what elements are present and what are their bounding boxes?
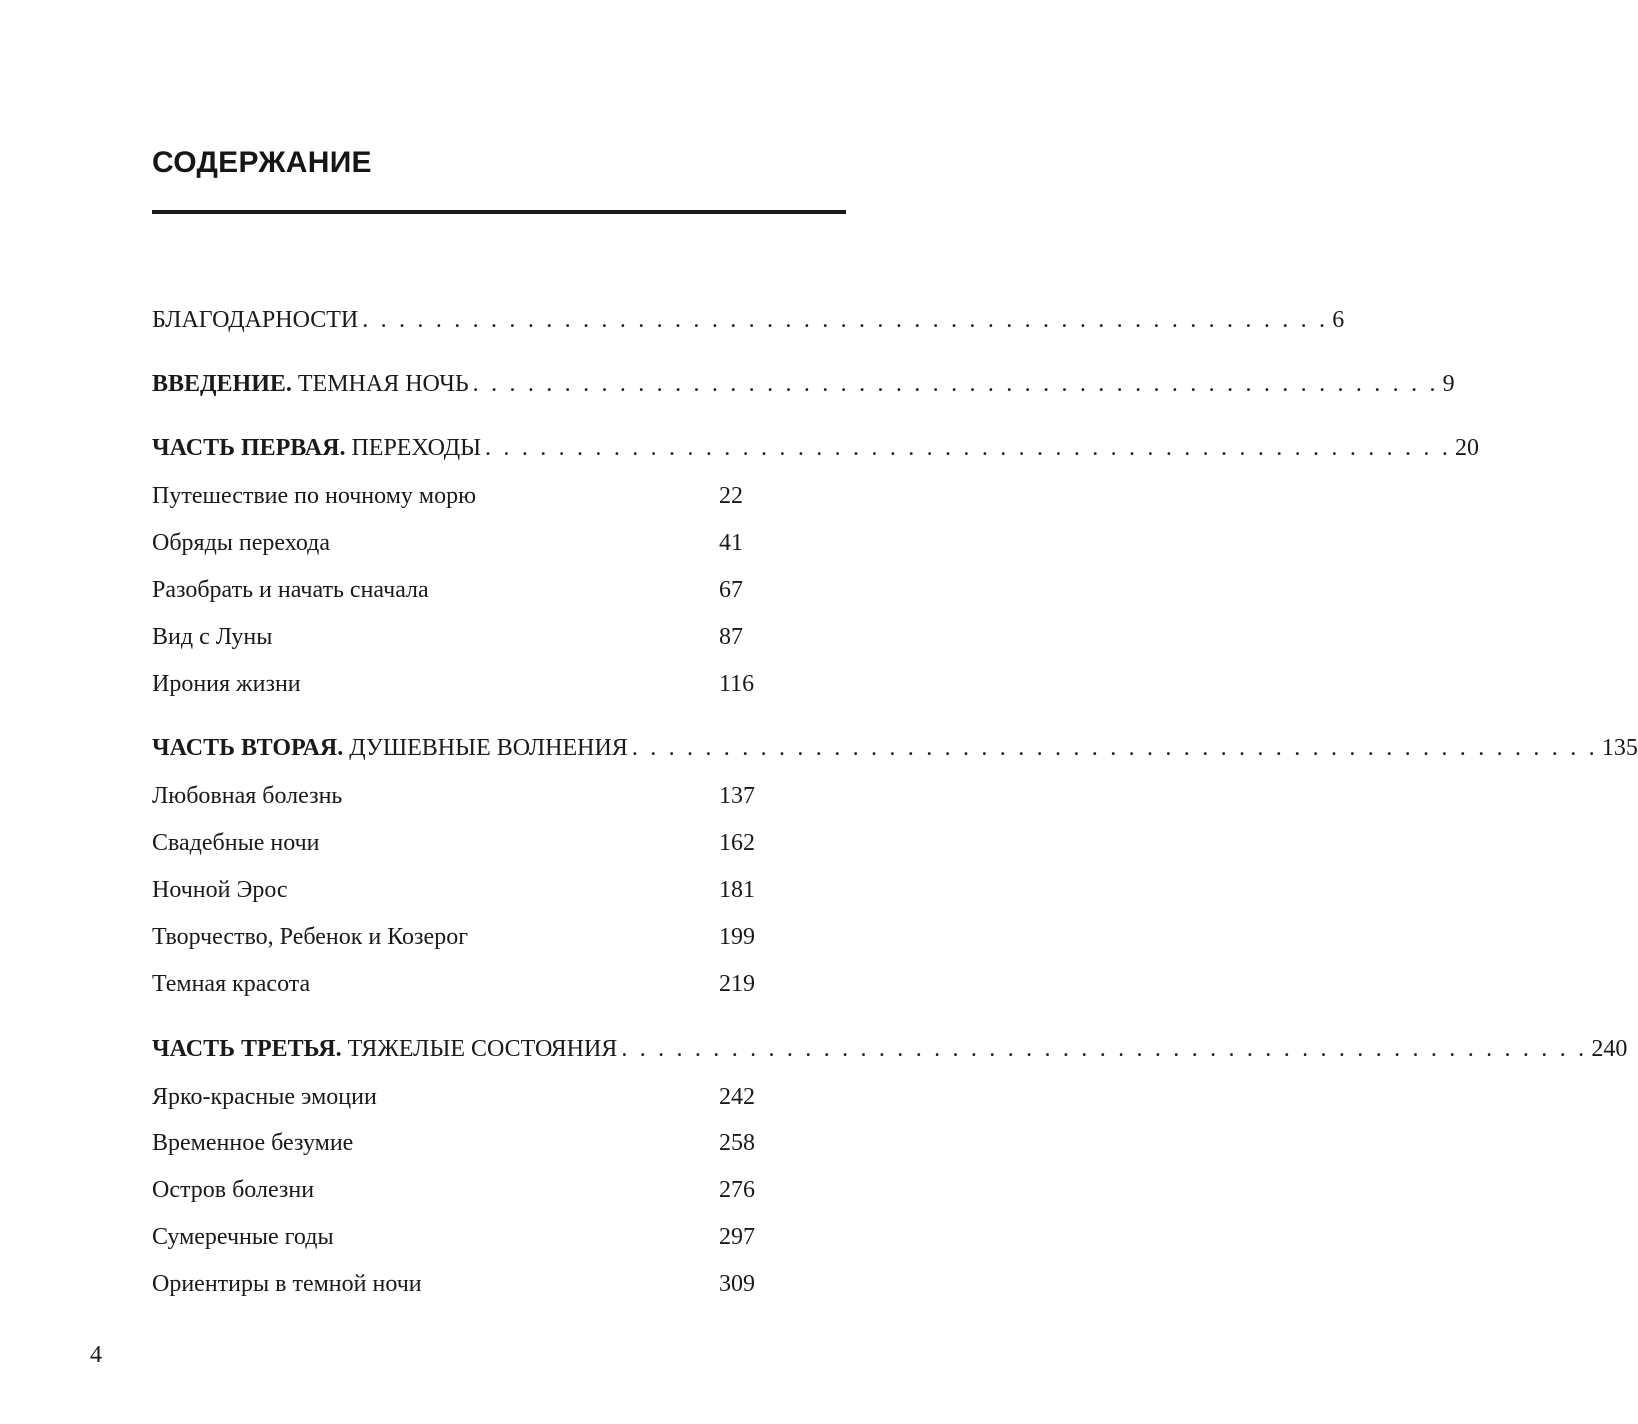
toc-chapter[interactable] (152, 479, 848, 513)
chapter-page: 309 (719, 1271, 755, 1297)
chapter-title: Ярко-красные эмоции (152, 1084, 377, 1110)
toc-chapter[interactable] (152, 1173, 848, 1207)
page-number: 4 (90, 1342, 102, 1368)
chapter-title: Путешествие по ночному морю (152, 483, 476, 509)
toc-entry-title: БЛАГОДАРНОСТИ (152, 307, 359, 333)
chapter-page: 67 (719, 577, 743, 603)
toc-chapter[interactable] (152, 620, 848, 654)
chapter-title: Творчество, Ребенок и Козерог (152, 924, 469, 950)
leader-dots: . . . . . . . . . . . . . . . . . . . . . . . . . . . . . . . . . . . . . . . . . . . . . . . . . . . . . (472, 371, 1439, 397)
toc-part-2[interactable] (152, 731, 1638, 765)
toc-entry-label: ЧАСТЬ ВТОРАЯ. (152, 735, 344, 761)
toc-entry-page: 20 (1455, 435, 1480, 461)
chapter-page: 199 (719, 924, 755, 950)
toc-chapter[interactable] (152, 873, 848, 907)
chapter-page: 242 (719, 1084, 755, 1110)
toc-entry-page: 9 (1442, 371, 1455, 397)
toc-entry-name: ТЯЖЕЛЫЕ СОСТОЯНИЯ (341, 1036, 618, 1062)
leader-dots: . . . . . . . . . . . . . . . . . . . . . . . . . . . . . . . . . . . . . . . . . . . . . . . . . . . . . (362, 307, 1329, 333)
chapter-title: Временное безумие (152, 1130, 354, 1156)
toc-entry-intro[interactable] (152, 367, 1455, 401)
toc-entry-page: 240 (1591, 1036, 1628, 1062)
chapter-title: Свадебные ночи (152, 830, 320, 856)
toc-chapter[interactable] (152, 526, 848, 560)
toc-entry-label: ВВЕДЕНИЕ. (152, 371, 292, 397)
chapter-title: Сумеречные годы (152, 1224, 334, 1250)
chapter-title: Ночной Эрос (152, 877, 288, 903)
chapter-page: 162 (719, 830, 755, 856)
chapter-page: 22 (719, 483, 743, 509)
chapter-page: 181 (719, 877, 755, 903)
toc-chapter[interactable] (152, 920, 848, 954)
toc-entry-title (152, 367, 469, 401)
toc-chapter[interactable] (152, 967, 848, 1001)
toc-entry-label: ЧАСТЬ ПЕРВАЯ. (152, 435, 346, 461)
chapter-page: 87 (719, 624, 743, 650)
leader-dots: . . . . . . . . . . . . . . . . . . . . . . . . . . . . . . . . . . . . . . . . . . . . . . . . . . . . . (485, 435, 1452, 461)
page-title: СОДЕРЖАНИЕ (152, 146, 372, 179)
chapter-title: Обряды перехода (152, 530, 331, 556)
chapter-page: 276 (719, 1177, 755, 1203)
toc-chapter[interactable] (152, 1080, 848, 1114)
leader-dots: . . . . . . . . . . . . . . . . . . . . . . . . . . . . . . . . . . . . . . . . . . . . . . . . . . . . . (631, 735, 1598, 761)
chapter-page: 258 (719, 1130, 755, 1156)
chapter-title: Темная красота (152, 971, 311, 997)
toc-chapter[interactable] (152, 1126, 848, 1160)
chapter-title: Разобрать и начать сначала (152, 577, 429, 603)
toc-part-3[interactable] (152, 1032, 1628, 1066)
toc-chapter[interactable] (152, 1267, 848, 1301)
chapter-title: Вид с Луны (152, 624, 273, 650)
toc-chapter[interactable] (152, 1220, 848, 1254)
toc-chapter[interactable] (152, 826, 848, 860)
toc-chapter[interactable] (152, 573, 848, 607)
leader-dots: . . . . . . . . . . . . . . . . . . . . . . . . . . . . . . . . . . . . . . . . . . . . . . . . . . . . . (621, 1036, 1588, 1062)
title-rule (152, 210, 846, 214)
chapter-page: 219 (719, 971, 755, 997)
chapter-title: Любовная болезнь (152, 783, 343, 809)
toc-entry-thanks[interactable] (152, 303, 1345, 337)
toc-entry-label: ЧАСТЬ ТРЕТЬЯ. (152, 1036, 342, 1062)
toc-entry-name: ПЕРЕХОДЫ (345, 435, 482, 461)
toc-entry-name: ТЕМНАЯ НОЧЬ (291, 371, 469, 397)
toc-chapter[interactable] (152, 779, 848, 813)
toc-part-1[interactable] (152, 431, 1480, 465)
toc-entry-name: ДУШЕВНЫЕ ВОЛНЕНИЯ (343, 735, 628, 761)
toc-entry-title (152, 431, 481, 465)
toc-entry-title (152, 731, 628, 765)
toc-entry-page: 135 (1601, 735, 1638, 761)
chapter-title: Остров болезни (152, 1177, 315, 1203)
chapter-page: 137 (719, 783, 755, 809)
chapter-page: 297 (719, 1224, 755, 1250)
toc-entry-title (152, 1032, 617, 1066)
toc-entry-page: 6 (1332, 307, 1345, 333)
chapter-page: 116 (719, 671, 755, 697)
chapter-title: Ирония жизни (152, 671, 301, 697)
toc-chapter[interactable] (152, 667, 848, 701)
chapter-title: Ориентиры в темной ночи (152, 1271, 422, 1297)
chapter-page: 41 (719, 530, 743, 556)
